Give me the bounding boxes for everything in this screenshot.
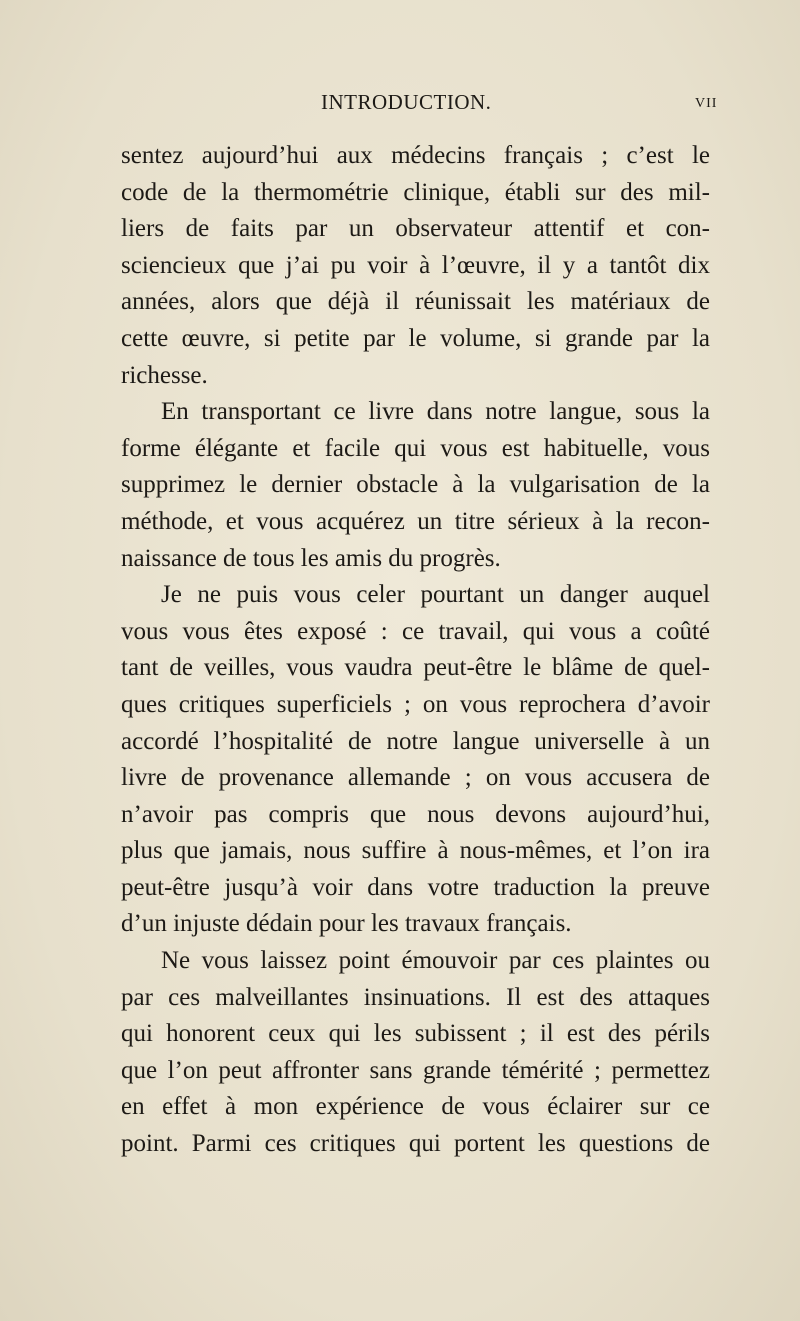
text-line: cette œuvre, si petite par le volume, si grande par la xyxy=(121,324,710,352)
text-line: n’avoir pas compris que nous devons aujourd’hui, xyxy=(121,800,710,828)
page-number: VII xyxy=(695,96,718,111)
text-line: supprimez le dernier obstacle à la vulgarisation de la xyxy=(121,471,710,499)
text-line: liers de faits par un observateur attentif et con- xyxy=(121,215,710,243)
text-line: Je ne puis vous celer pourtant un danger auquel xyxy=(161,581,710,609)
text-line: peut-être jusqu’à voir dans votre traduction la preuve xyxy=(121,873,710,901)
text-line: point. Parmi ces critiques qui portent les questions de xyxy=(121,1130,710,1158)
running-title: INTRODUCTION. xyxy=(321,90,492,114)
text-line: d’un injuste dédain pour les travaux français. xyxy=(121,910,572,938)
text-line: en effet à mon expérience de vous éclairer sur ce xyxy=(121,1093,710,1121)
text-line: tant de veilles, vous vaudra peut-être le blâme de quel- xyxy=(121,654,710,682)
text-line: qui honorent ceux qui les subissent ; il est des périls xyxy=(121,1020,710,1048)
body-text xyxy=(121,138,710,1163)
text-line: sciencieux que j’ai pu voir à l’œuvre, il y a tantôt dix xyxy=(121,251,710,279)
text-line: accordé l’hospitalité de notre langue universelle à un xyxy=(121,727,710,755)
text-line: En transportant ce livre dans notre langue, sous la xyxy=(161,398,710,426)
text-line: sentez aujourd’hui aux médecins français ; c’est le xyxy=(121,142,710,169)
text-line: années, alors que déjà il réunissait les matériaux de xyxy=(121,288,710,316)
text-line: code de la thermométrie clinique, établi sur des mil- xyxy=(121,178,710,206)
text-line: que l’on peut affronter sans grande témérité ; permettez xyxy=(121,1056,710,1084)
text-line: forme élégante et facile qui vous est habituelle, vous xyxy=(121,434,710,462)
text-line: livre de provenance allemande ; on vous accusera de xyxy=(121,764,710,792)
paragraph xyxy=(121,943,710,1163)
page-header xyxy=(0,90,800,120)
text-line: richesse. xyxy=(121,361,208,389)
paragraph xyxy=(121,138,710,394)
text-line: plus que jamais, nous suffire à nous-mêmes, et l’on ira xyxy=(121,837,710,865)
text-line: naissance de tous les amis du progrès. xyxy=(121,544,501,572)
text-line: par ces malveillantes insinuations. Il est des attaques xyxy=(121,983,710,1011)
paragraph xyxy=(121,394,710,577)
text-line: vous vous êtes exposé : ce travail, qui vous a coûté xyxy=(121,617,710,645)
text-line: ques critiques superficiels ; on vous reprochera d’avoir xyxy=(121,690,710,718)
paragraph xyxy=(121,577,710,943)
text-line: méthode, et vous acquérez un titre sérieux à la recon- xyxy=(121,507,710,535)
text-line: Ne vous laissez point émouvoir par ces plaintes ou xyxy=(161,947,710,975)
